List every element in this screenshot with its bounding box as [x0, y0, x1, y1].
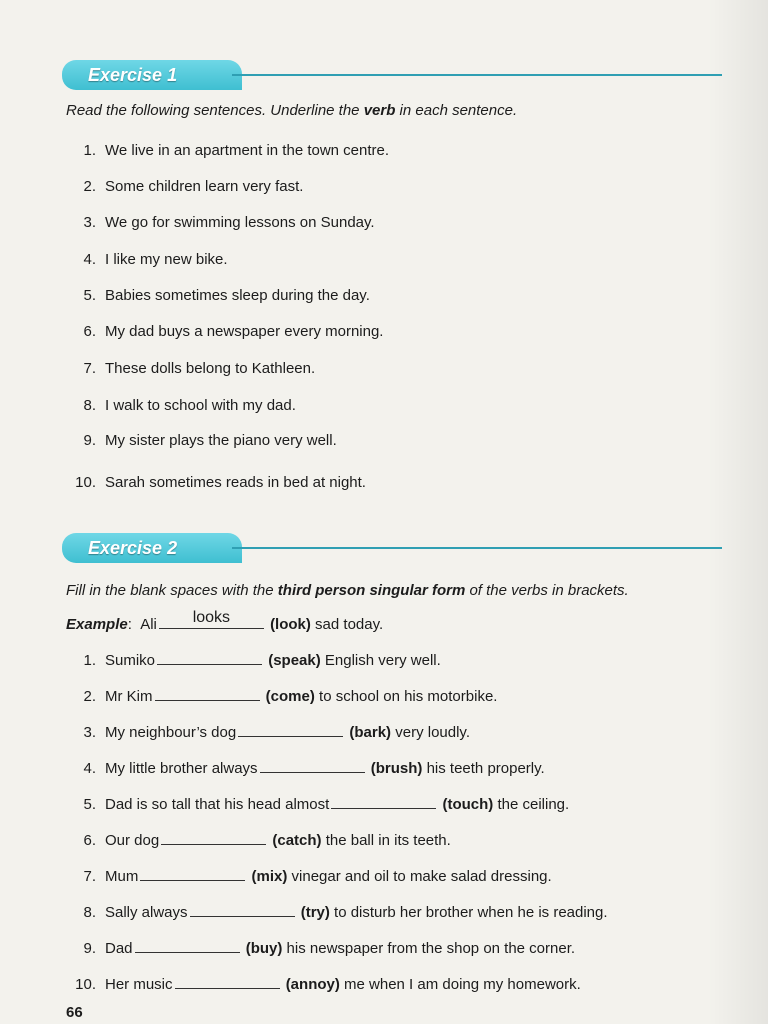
- exercise-2-sentence: 3. My neighbour’s dog (bark) very loudly.: [83, 724, 470, 741]
- answer-blank[interactable]: [161, 830, 266, 845]
- exercise-1-sentence: 2. Some children learn very fast.: [83, 178, 304, 195]
- exercise-1-sentence: 7. These dolls belong to Kathleen.: [83, 360, 316, 377]
- exercise-2-sentence: 10. Her music (annoy) me when I am doing my homework.: [75, 976, 581, 993]
- exercise-2-title: Exercise 2: [62, 533, 242, 563]
- answer-blank[interactable]: [157, 650, 262, 665]
- exercise-2-sentence: 7. Mum (mix) vinegar and oil to make salad dressing.: [83, 868, 552, 885]
- page-number: 66: [66, 1004, 83, 1021]
- exercise-2-sentence: 4. My little brother always (brush) his teeth properly.: [83, 760, 545, 777]
- exercise-1-sentence: 6. My dad buys a newspaper every morning.: [83, 323, 384, 340]
- exercise-1-sentence: 4. I like my new bike.: [83, 251, 228, 268]
- exercise-1-sentence: 3. We go for swimming lessons on Sunday.: [83, 214, 375, 231]
- answer-blank[interactable]: [140, 866, 245, 881]
- answer-blank[interactable]: [190, 902, 295, 917]
- answer-blank[interactable]: [135, 938, 240, 953]
- exercise-2-instruction: Fill in the blank spaces with the third person singular form of the verbs in brackets.: [66, 582, 629, 599]
- answer-blank[interactable]: [175, 974, 280, 989]
- exercise-1-instruction: Read the following sentences. Underline the verb in each sentence.: [66, 102, 518, 119]
- exercise-1-sentence: 1. We live in an apartment in the town centre.: [83, 142, 390, 159]
- exercise-2-sentence: 6. Our dog (catch) the ball in its teeth.: [83, 832, 451, 849]
- exercise-1-sentence: 5. Babies sometimes sleep during the day.: [83, 287, 370, 304]
- exercise-2-sentence: 9. Dad (buy) his newspaper from the shop on the corner.: [83, 940, 576, 957]
- answer-blank[interactable]: [331, 794, 436, 809]
- exercise-1-rule: [232, 74, 722, 76]
- exercise-2-example: Example: Ali looks (look) sad today.: [66, 609, 384, 633]
- page-edge-shadow: [708, 0, 768, 1024]
- exercise-1-sentence: 8. I walk to school with my dad.: [83, 397, 296, 414]
- exercise-1-header: [62, 60, 722, 94]
- exercise-2-sentence: 8. Sally always (try) to disturb her brother when he is reading.: [83, 904, 608, 921]
- exercise-2-sentence: 2. Mr Kim (come) to school on his motorbike.: [83, 688, 498, 705]
- answer-blank[interactable]: [260, 758, 365, 773]
- exercise-2-sentence: 5. Dad is so tall that his head almost (touch) the ceiling.: [83, 796, 570, 813]
- answer-blank[interactable]: [155, 686, 260, 701]
- exercise-2-sentence: 1. Sumiko (speak) English very well.: [83, 652, 441, 669]
- example-answer-blank: looks: [159, 614, 264, 629]
- exercise-1-title: Exercise 1: [62, 60, 242, 90]
- exercise-1-sentence: 10. Sarah sometimes reads in bed at night.: [75, 474, 366, 491]
- answer-blank[interactable]: [238, 722, 343, 737]
- exercise-2-header: [62, 533, 722, 567]
- exercise-2-rule: [232, 547, 722, 549]
- exercise-1-sentence: 9. My sister plays the piano very well.: [83, 432, 337, 449]
